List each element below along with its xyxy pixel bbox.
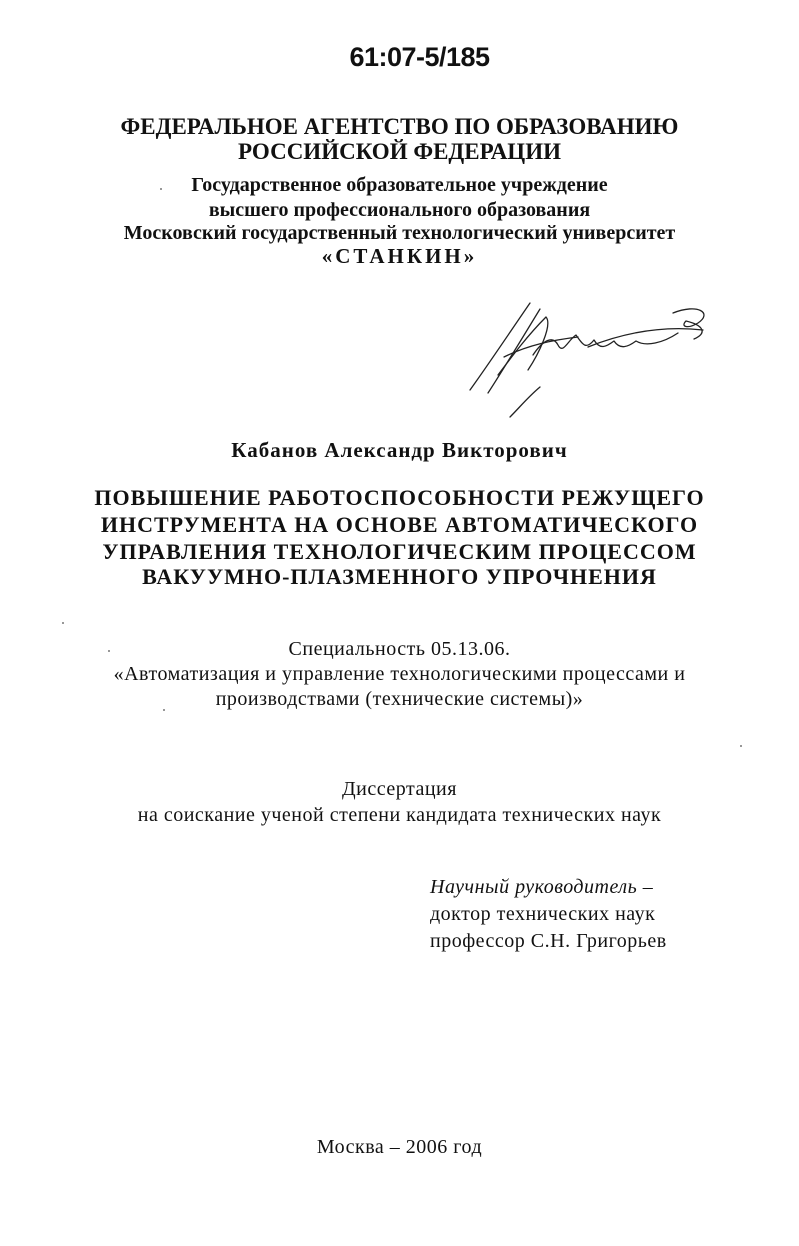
supervisor-block [430,874,667,955]
institution-line-1: Государственное образовательное учреждение [191,174,608,196]
supervisor-degree: доктор технических наук [430,903,656,925]
supervisor-role: Научный руководитель – [430,876,654,898]
specialty-line-2: «Автоматизация и управление технологическими процессами и [113,663,686,685]
degree-sought: на соискание ученой степени кандидата технических наук [137,804,662,826]
title-line-1: ПОВЫШЕНИЕ РАБОТОСПОСОБНОСТИ РЕЖУЩЕГО [94,485,705,510]
supervisor-name: профессор С.Н. Григорьев [430,930,667,952]
author-name: Кабанов Александр Викторович [231,438,568,462]
agency-line-1: ФЕДЕРАЛЬНОЕ АГЕНТСТВО ПО ОБРАЗОВАНИЮ [120,114,679,139]
scan-speck [62,622,64,624]
catalog-number: 61:07-5/185 [349,42,490,72]
dissertation-label: Диссертация [342,778,457,800]
institution-line-3: Московский государственный технологический университет [123,222,676,244]
signature [458,295,718,420]
title-line-2: ИНСТРУМЕНТА НА ОСНОВЕ АВТОМАТИЧЕСКОГО [100,512,699,537]
scan-speck [108,650,110,652]
scan-speck [740,745,742,747]
specialty-line-1: Специальность 05.13.06. [288,638,511,660]
scan-speck [163,709,165,711]
title-line-4: ВАКУУМНО-ПЛАЗМЕННОГО УПРОЧНЕНИЯ [142,564,657,589]
title-line-3: УПРАВЛЕНИЯ ТЕХНОЛОГИЧЕСКИМ ПРОЦЕССОМ [102,539,697,564]
agency-line-2: РОССИЙСКОЙ ФЕДЕРАЦИИ [238,139,561,164]
institution-line-2: высшего профессионального образования [208,199,591,221]
city-year: Москва – 2006 год [316,1136,483,1158]
institution-name: «СТАНКИН» [321,244,478,268]
scan-speck [160,188,162,190]
specialty-line-3: производствами (технические системы)» [215,688,584,710]
